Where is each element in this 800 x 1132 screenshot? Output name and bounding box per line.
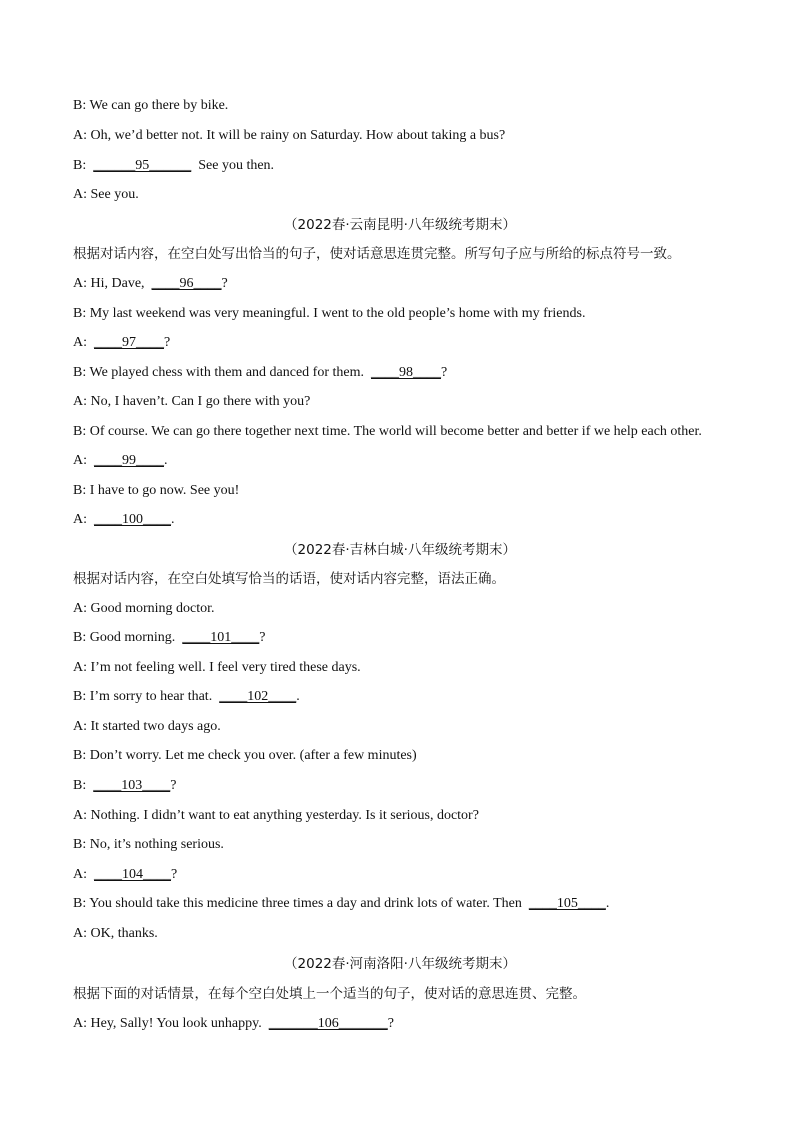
dialogue-line: A: Hey, Sally! You look unhappy. _______106_______? [73,1016,394,1031]
answer-blank-100[interactable]: ____100____ [94,512,171,527]
dialogue-line: A: ____99____. [73,453,168,468]
answer-blank-102[interactable]: ____102____ [219,689,297,704]
dialogue-line: A: ____104____? [73,867,178,882]
dialogue-line: B: You should take this medicine three times a day and drink lots of water. Then ____105____. [73,896,610,911]
dialogue-line: A: See you. [73,187,139,202]
dialogue-line: A: Good morning doctor. [73,601,215,616]
answer-blank-104[interactable]: ____104____ [94,867,171,882]
answer-blank-98[interactable]: ____98____ [371,365,441,380]
dialogue-line: B: Good morning. ____101____? [73,630,266,645]
dialogue-line: B: ____103____? [73,778,177,793]
answer-blank-103[interactable]: ____103____ [93,778,171,793]
dialogue-line: B: Don’t worry. Let me check you over. (after a few minutes) [73,748,417,763]
dialogue-line: A: It started two days ago. [73,719,221,734]
answer-blank-97[interactable]: ____97____ [94,335,164,350]
answer-blank-101[interactable]: ____101____ [182,630,260,645]
dialogue-line: B: We can go there by bike. [73,98,229,113]
answer-blank-95[interactable]: ______95______ [93,158,192,173]
dialogue-line: B: I’m sorry to hear that. ____102____. [73,689,300,704]
instruction-text: 根据下面的对话情景，在每个空白处填上一个适当的句子，使对话的意思连贯、完整。 [73,986,586,1002]
dialogue-line: B: No, it’s nothing serious. [73,837,224,852]
dialogue-line: A: ____97____? [73,335,171,350]
dialogue-line: B: We played chess with them and danced for them. ____98____? [73,365,448,380]
dialogue-line: A: OK, thanks. [73,926,158,941]
dialogue-line: B: I have to go now. See you! [73,483,240,498]
dialogue-line: B: My last weekend was very meaningful. I went to the old people’s home with my friends. [73,306,586,321]
dialogue-line: A: Nothing. I didn’t want to eat anything yesterday. Is it serious, doctor? [73,808,479,823]
dialogue-line: A: Oh, we’d better not. It will be rainy on Saturday. How about taking a bus? [73,128,506,143]
answer-blank-106[interactable]: _______106_______ [268,1016,388,1031]
dialogue-line: B: Of course. We can go there together next time. The world will become better and better if we help each other. [73,424,702,439]
dialogue-line: A: ____100____. [73,512,175,527]
answer-blank-105[interactable]: ____105____ [528,896,606,911]
source-heading: （2022春·河南洛阳·八年级统考期末） [284,956,516,972]
dialogue-line: A: Hi, Dave, ____96____? [73,276,228,291]
dialogue-line: A: No, I haven’t. Can I go there with you? [73,394,311,409]
instruction-text: 根据对话内容，在空白处填写恰当的话语，使对话内容完整，语法正确。 [73,571,505,587]
answer-blank-99[interactable]: ____99____ [94,453,164,468]
dialogue-line: B: ______95______ See you then. [73,158,275,173]
instruction-text: 根据对话内容，在空白处写出恰当的句子，使对话意思连贯完整。所写句子应与所给的标点符号一致。 [73,246,681,262]
source-heading: （2022春·云南昆明·八年级统考期末） [284,217,516,233]
dialogue-line: A: I’m not feeling well. I feel very tired these days. [73,660,361,675]
source-heading: （2022春·吉林白城·八年级统考期末） [284,542,516,558]
answer-blank-96[interactable]: ____96____ [151,276,222,291]
